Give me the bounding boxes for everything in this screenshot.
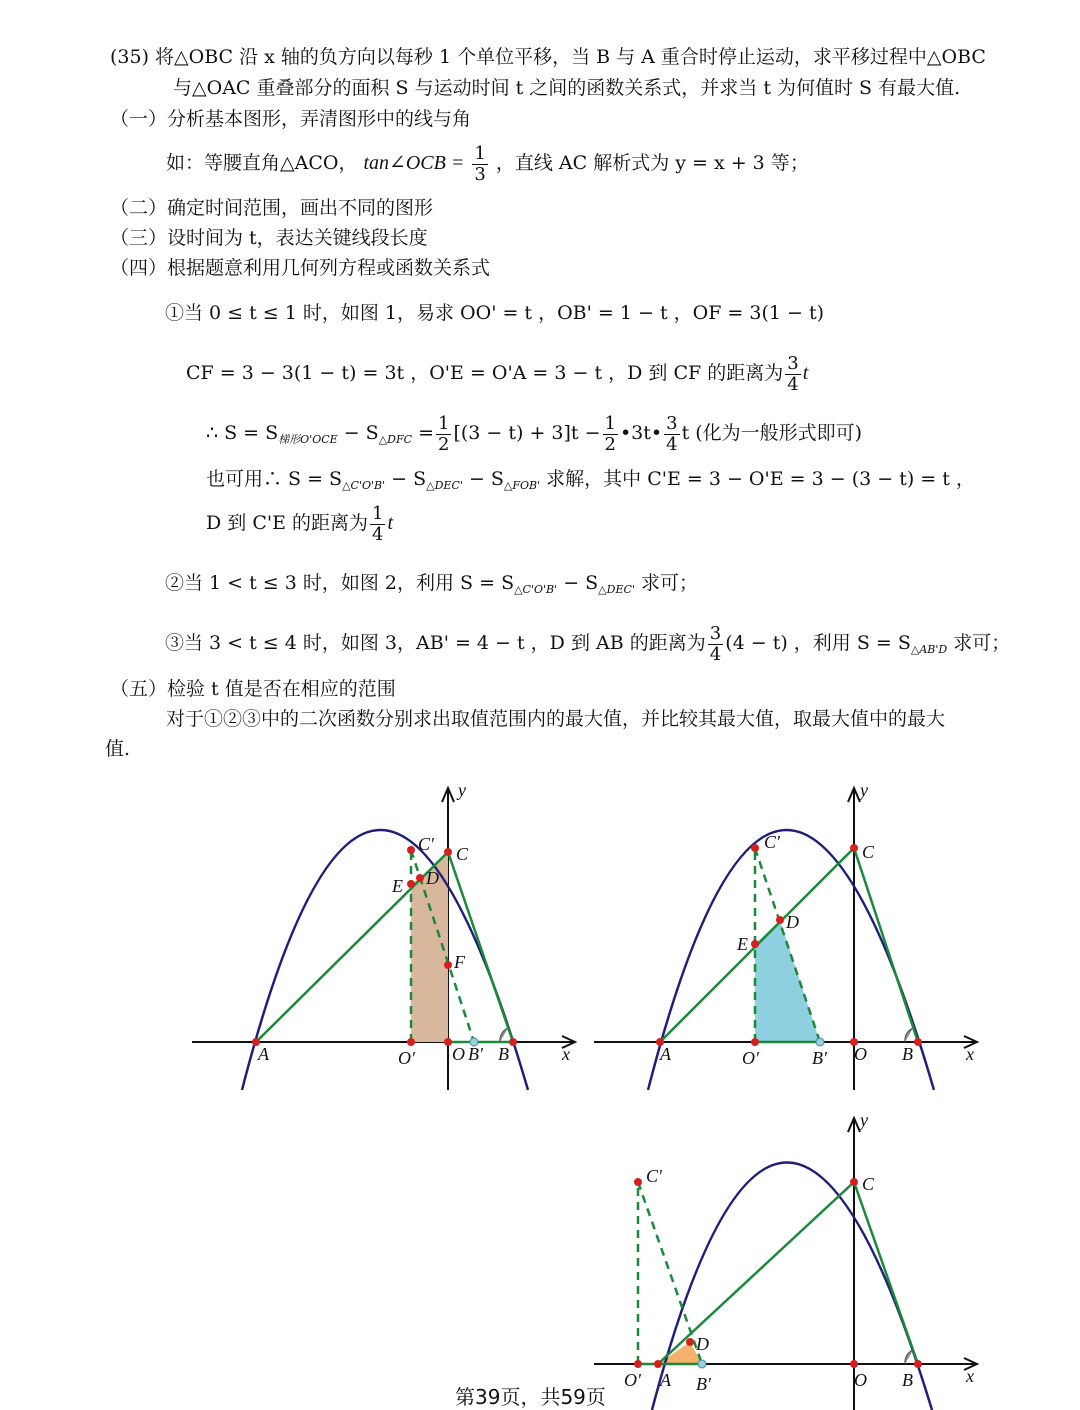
fig2-label-a: A: [660, 1044, 671, 1064]
fig1-label-a: A: [258, 1044, 269, 1064]
fig2-label-c: C: [862, 842, 875, 862]
fig2-label-b: B: [902, 1044, 913, 1064]
angle-b-marker: [500, 1028, 508, 1042]
figure-1-lines: [256, 852, 513, 1042]
fig3-label-b-prime: B': [696, 1374, 711, 1394]
case-2-line: ②当 1 < t ≤ 3 时，如图 2，利用 $S = S_{\triangle C'O'B'} - S_{\triangle DEC'}$ 求可；: [165, 572, 698, 596]
figure-3-points: [634, 1178, 922, 1368]
fig1-label-f: F: [454, 952, 465, 972]
three-quarter-fraction: $\frac{3}{4}$: [787, 352, 799, 395]
fig3-label-d: D: [696, 1334, 709, 1354]
fig3-label-a: A: [660, 1370, 671, 1390]
figure-1-axes: [192, 788, 575, 1090]
fig1-label-e: E: [392, 876, 403, 896]
figure-3-lines: [638, 1182, 918, 1364]
case-3-line: ③当 3 < t ≤ 4 时，如图 3，AB' = 4 − t ，D 到 AB 的距离为 $\frac{3}{4}$ (4 − t) ，利用 $S = S_{\triangle AB'D}$ 求可；: [165, 622, 1011, 665]
tan-expression: tan∠OCB =: [363, 152, 465, 174]
example-suffix: ，直线 AC 解析式为 y = x + 3 等；: [495, 152, 809, 174]
problem-line-2: 与△OAC 重叠部分的面积 S 与运动时间 t 之间的函数关系式，并求当 t 为何值时 S 有最大值.: [173, 77, 961, 99]
figure-1: [190, 780, 590, 1095]
fig1-label-o-prime: O': [398, 1048, 415, 1068]
step-1-heading: （一）分析基本图形，弄清图形中的线与角: [110, 108, 472, 130]
tan-fraction: $\frac{1}{3}$: [474, 142, 486, 185]
angle-b-marker: [905, 1028, 913, 1042]
step-1-example: [166, 140, 809, 186]
fig2-label-x: x: [966, 1044, 974, 1064]
fig1-label-b-prime: B': [468, 1044, 483, 1064]
fig1-label-c: C: [456, 844, 469, 864]
fig2-label-c-prime: C': [764, 832, 780, 852]
fig3-label-b: B: [902, 1370, 913, 1390]
fig3-label-o-prime: O': [624, 1370, 641, 1390]
fig2-label-b-prime: B': [812, 1048, 827, 1068]
fig1-label-b: B: [498, 1044, 509, 1064]
fig1-label-x: x: [562, 1044, 570, 1064]
case-1-line-5: D 到 C'E 的距离为 $\frac{1}{4}$ t: [206, 502, 393, 545]
fig3-label-y: y: [860, 1110, 868, 1130]
fig3-label-o: O: [854, 1370, 867, 1390]
example-prefix: 如：等腰直角△ACO，: [166, 152, 358, 174]
step-3-heading: （三）设时间为 t，表达关键线段长度: [110, 227, 428, 249]
fig3-label-c-prime: C': [646, 1166, 662, 1186]
step-5-body-1: 对于①②③中的二次函数分别求出取值范围内的最大值，并比较其最大值，取最大值中的最大: [166, 708, 946, 730]
step-4-heading: （四）根据题意利用几何列方程或函数关系式: [110, 257, 491, 279]
step-5-heading: （五）检验 t 值是否在相应的范围: [110, 678, 396, 700]
figure-3-dashed: [638, 1182, 702, 1364]
fig2-label-e: E: [737, 934, 748, 954]
fig1-label-d: D: [426, 868, 439, 888]
step-2-heading: （二）确定时间范围，画出不同的图形: [110, 197, 434, 219]
figure-3: [592, 1110, 992, 1410]
angle-b-marker: [905, 1350, 913, 1364]
page-footer: 第39页，共59页: [455, 1385, 606, 1409]
fig3-label-x: x: [966, 1366, 974, 1386]
case-1-line-2: CF = 3 − 3(1 − t) = 3t ，O'E = O'A = 3 − t ，D 到 CF 的距离为 $\frac{3}{4}$ t: [186, 352, 809, 395]
problem-line-1: (35) 将△OBC 沿 x 轴的负方向以每秒 1 个单位平移，当 B 与 A 重合时停止运动，求平移过程中△OBC: [110, 46, 986, 68]
fig1-label-c-prime: C': [418, 834, 434, 854]
step-5-body-2: 值.: [105, 738, 131, 760]
case-1-line-1: ①当 0 ≤ t ≤ 1 时，如图 1，易求 OO' = t ，OB' = 1 − t ，OF = 3(1 − t): [165, 302, 825, 324]
fig2-label-y: y: [860, 780, 868, 800]
fig1-label-y: y: [458, 780, 466, 800]
figure-2: [592, 780, 992, 1095]
fig3-label-c: C: [862, 1174, 875, 1194]
case-1-line-3: ∴ $S = S_{梯形O'OCE} - S_{\triangle DFC}$ = $\frac{1}{2}$ [(3 − t) + 3]t − $\frac{1}{2}$ •3t• $\frac{3}{4}$ t (化为一般形式即可): [206, 412, 863, 455]
fig2-label-o: O: [854, 1044, 867, 1064]
fig2-label-o-prime: O': [742, 1048, 759, 1068]
fig1-label-o: O: [452, 1044, 465, 1064]
fig2-label-d: D: [786, 912, 799, 932]
case-1-line-4: 也可用∴ $S = S_{\triangle C'O'B'} - S_{\triangle DEC'} - S_{\triangle FOB'}$ 求解，其中 C'E = 3 − O'E = 3 − (3 − t) = t ，: [206, 468, 975, 492]
